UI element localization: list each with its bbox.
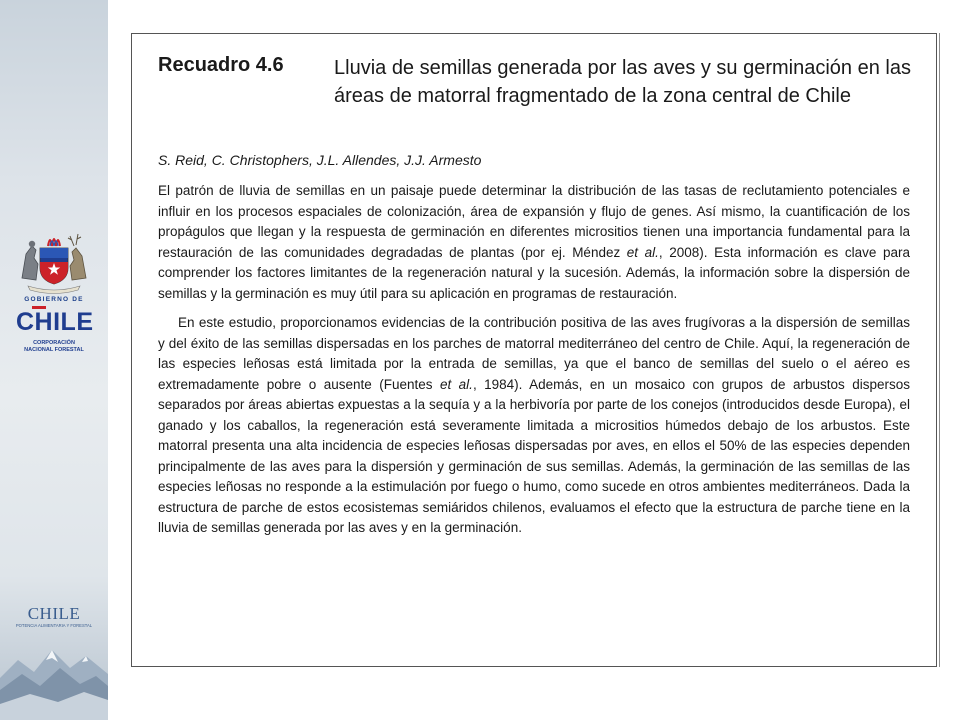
coat-of-arms-icon bbox=[12, 224, 96, 296]
chile-logo-word: CHILE bbox=[16, 308, 94, 336]
agency-label-line1: CORPORACIÓN bbox=[33, 340, 75, 346]
mountains-illustration bbox=[0, 630, 108, 720]
right-edge-rule bbox=[939, 33, 940, 667]
paragraph-1-part-a: El patrón de lluvia de semillas en un paisaje puede determinar la distribución de las tasas de reclutamiento potenciales e influir en los procesos espaciales de colonización, área de expansión y flujo de genes. Así mismo, la cuantificación de los propágulos que llegan y la respuesta de germinación en diferentes micrositios tienen una importancia fundamental para la restauración de las comunidades degradadas de plantas (por ej. Méndez bbox=[158, 183, 910, 260]
paragraph-2 bbox=[158, 313, 910, 539]
box-title: Lluvia de semillas generada por las aves y su germinación en las áreas de matorral fragmentado de la zona central de Chile bbox=[334, 57, 911, 107]
body-text bbox=[158, 181, 910, 539]
chile-brand-word: CHILE bbox=[27, 604, 81, 623]
chile-logo bbox=[16, 306, 92, 336]
paragraph-2-part-b: , 1984). Además, en un mosaico con grupos de arbustos dispersos separados por áreas abiertas expuestas a la sequía y a la herbivoría por parte de los conejos (introducidos desde Europa), el ganado y los caballos, la regeneración está severamente limitada a micrositios húmedos debajo de los arbustos. Este matorral presenta una alta incidencia de especies leñosas dispersadas por aves, en ellos el 50% de las especies dependen principalmente de las aves para la dispersión y germinación de sus semillas. Además, la germinación de las semillas de las especies leñosas no responde a la estimulación por fuego o humo, como sucede en otros ambientes mediterráneos. Dada la estructura de parche de estos ecosistemas semiáridos chilenos, evaluamos el efecto que la estructura de parche tiene en la lluvia de semillas generada por las aves y en la germinación. bbox=[158, 376, 910, 535]
paragraph-2-part-a: En este estudio, proporcionamos evidencias de la contribución positiva de las aves frugívoras a la dispersión de semillas y del éxito de las semillas dispersadas en los parches de matorral mediterráneo del centro de Chile. Aquí, la regeneración de las especies leñosas está limitada por la entrada de semillas, ya que el banco de semillas del suelo o el aéreo es extremadamente pobre o ausente (Fuentes bbox=[158, 315, 910, 392]
agency-label-line2: NACIONAL FORESTAL bbox=[24, 347, 84, 353]
agency-label bbox=[0, 340, 108, 354]
left-sidebar-banner bbox=[0, 0, 108, 720]
box-number: Recuadro 4.6 bbox=[158, 54, 284, 76]
chile-brand-tagline: POTENCIA ALIMENTARIA Y FORESTAL bbox=[15, 623, 93, 628]
chile-brand-logo bbox=[14, 604, 94, 628]
government-label: GOBIERNO DE bbox=[24, 296, 84, 303]
paragraph-1-part-b: , 2008). Esta información es clave para comprender los factores limitantes de la regeneración natural y la sucesión. Además, la información sobre la dispersión de semillas y la germinación es muy útil para su aplicación en programas de restauración. bbox=[158, 244, 910, 301]
authors-line: S. Reid, C. Christophers, J.L. Allendes, J.J. Armesto bbox=[158, 152, 482, 168]
citation-et-al: et al. bbox=[626, 244, 659, 260]
citation-et-al: et al. bbox=[439, 376, 473, 392]
paragraph-1 bbox=[158, 181, 910, 304]
text-box bbox=[131, 33, 937, 667]
